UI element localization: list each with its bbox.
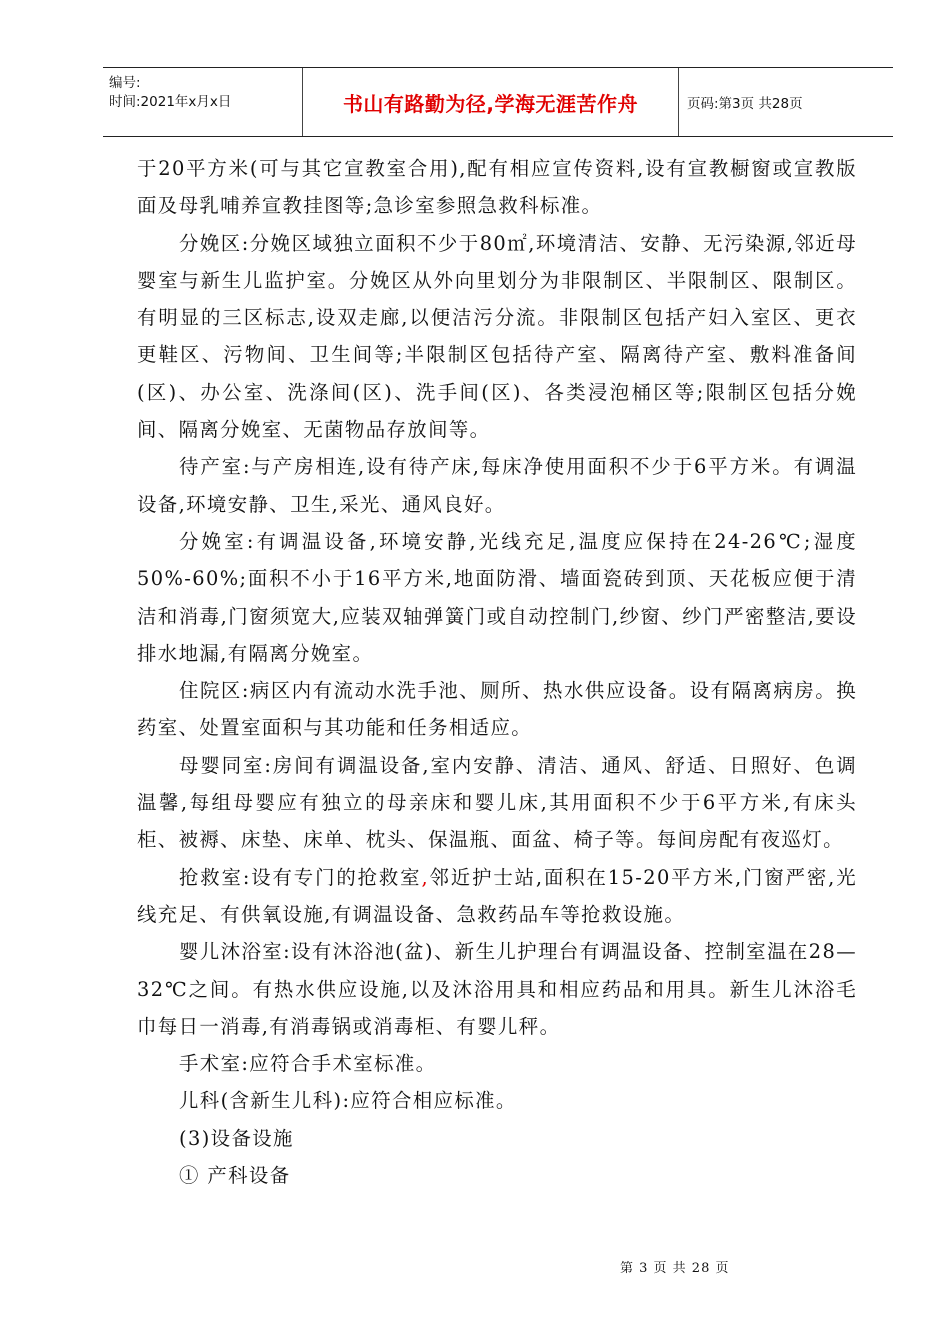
paragraph-delivery-room: 分娩室:有调温设备,环境安静,光线充足,温度应保持在24-26℃;湿度50%-60%;面积不小于16平方米,地面防滑、墙面瓷砖到顶、天花板应便于清洁和消毒,门窗须宽大,应装双轴弹簧门或自动控制门,纱窗、纱门严密整洁,要设排水地漏,有隔离分娩室。 <box>137 529 857 665</box>
header-motto: 书山有路勤为径,学海无涯苦作舟 <box>303 68 679 136</box>
paragraph-operating-room: 手术室:应符合手术室标准。 <box>179 1052 437 1076</box>
paragraph: 于20平方米(可与其它宣教室合用),配有相应宣传资料,设有宣教橱窗或宣教版面及母乳哺养宣教挂图等;急诊室参照急救科标准。 <box>137 157 857 218</box>
paragraph-infant-bath: 婴儿沐浴室:设有沐浴池(盆)、新生儿护理台有调温设备、控制室温在28—32℃之间。有热水供应设施,以及沐浴用具和相应药品和用具。新生儿沐浴毛巾每日一消毒,有消毒锅或消毒柜、有婴儿秤。 <box>137 940 857 1038</box>
rescue-room-text-a: 抢救室:设有专门的抢救室 <box>179 865 422 889</box>
header-page-label: 页码:第3页 共28页 <box>687 96 803 112</box>
document-body <box>137 150 857 1194</box>
paragraph-inpatient-area: 住院区:病区内有流动水洗手池、厕所、热水供应设备。设有隔离病房。换药室、处置室面积与其功能和任务相适应。 <box>137 679 857 740</box>
page-footer: 第 3 页 共 28 页 <box>620 1261 730 1276</box>
subsection-heading: ① 产科设备 <box>179 1164 291 1188</box>
header-meta <box>103 68 303 136</box>
number-label: 编号: <box>109 75 141 91</box>
paragraph-rescue-room <box>137 859 857 934</box>
paragraph-labor-room: 待产室:与产房相连,设有待产床,每床净使用面积不少于6平方米。有调温设备,环境安静、卫生,采光、通风良好。 <box>137 455 857 516</box>
paragraph-pediatrics: 儿科(含新生儿科):应符合相应标准。 <box>179 1089 517 1113</box>
rescue-room-text-b: 邻近护士站,面积在15-20平方米,门窗严密,光线充足、有供氧设施,有调温设备、急救药品车等抢救设施。 <box>137 865 857 926</box>
red-comma: , <box>421 865 430 889</box>
date-label: 时间:2021年x月x日 <box>109 94 232 110</box>
section-heading: (3)设备设施 <box>179 1126 294 1150</box>
paragraph-delivery-area: 分娩区:分娩区域独立面积不少于80㎡,环境清洁、安静、无污染源,邻近母婴室与新生儿监护室。分娩区从外向里划分为非限制区、半限制区、限制区。有明显的三区标志,设双走廊,以便洁污分流。非限制区包括产妇入室区、更衣更鞋区、污物间、卫生间等;半限制区包括待产室、隔离待产室、敷料准备间(区)、办公室、洗涤间(区)、洗手间(区)、各类浸泡桶区等;限制区包括分娩间、隔离分娩室、无菌物品存放间等。 <box>137 231 857 442</box>
paragraph-rooming-in: 母婴同室:房间有调温设备,室内安静、清洁、通风、舒适、日照好、色调温馨,每组母婴应有独立的母亲床和婴儿床,其用面积不少于6平方米,有床头柜、被褥、床垫、床单、枕头、保温瓶、面盆、椅子等。每间房配有夜巡灯。 <box>137 753 857 852</box>
page-header <box>103 67 893 137</box>
